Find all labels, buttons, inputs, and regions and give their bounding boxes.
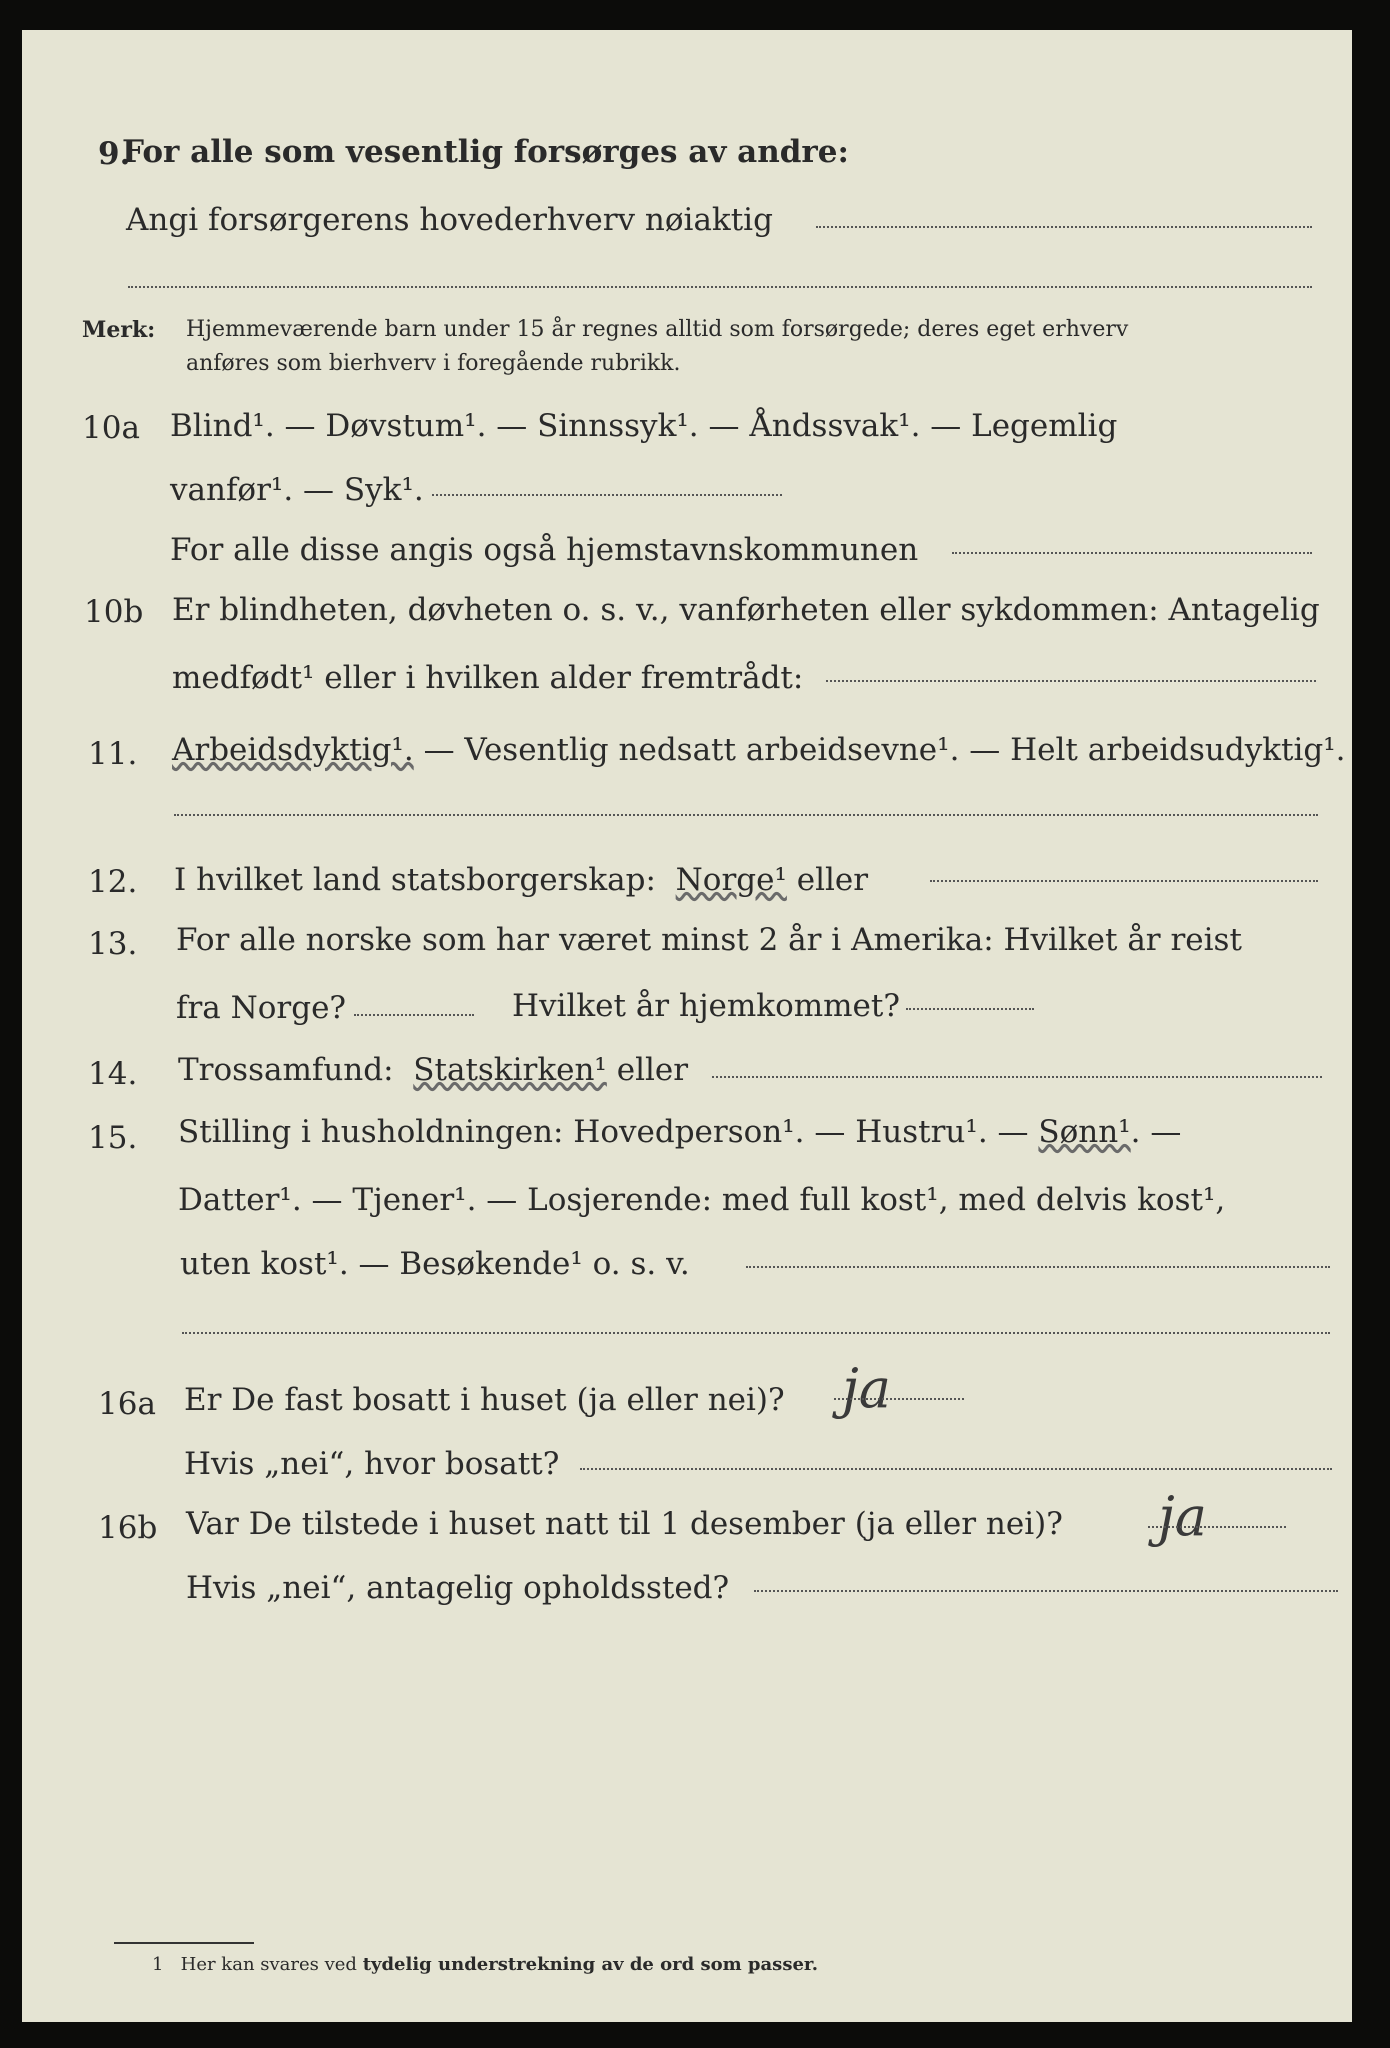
q15-line1a: Stilling i husholdningen: Hovedperson¹. — Hustru¹. — [178,1114,1029,1150]
q11-rest: — Vesentlig nedsatt arbeidsevne¹. — Helt arbeidsudyktig¹. [423,732,1346,768]
q11-line1 [172,730,1346,770]
q16b-opholdssted-line[interactable] [754,1590,1338,1592]
q9-answer-line[interactable] [816,226,1312,228]
q16a-handwritten-answer[interactable]: ja [842,1357,891,1420]
footnote-rule [114,1942,254,1944]
q14-question: Trossamfund: [178,1052,394,1088]
q10a-line2: vanfør¹. — Syk¹. [170,472,424,508]
q13-line2a: fra Norge? [176,990,347,1026]
q14-answer-line[interactable] [712,1076,1322,1078]
q16b-line1: Var De tilstede i huset natt til 1 desember (ja eller nei)? [186,1506,1063,1542]
q10a-syk-line[interactable] [432,494,782,496]
q16b-answer-line[interactable] [1148,1526,1286,1528]
merk-line2: anføres som bierhverv i foregående rubrikk. [186,351,681,376]
q15-answer-line-2[interactable] [182,1332,1330,1334]
q10b-line1: Er blindheten, døvheten o. s. v., vanførheten eller sykdommen: Antagelig [172,592,1320,628]
q10b-line2: medfødt¹ eller i hvilken alder fremtrådt: [172,660,804,696]
q14-statskirken: Statskirken¹ [413,1052,607,1088]
q12-line [174,860,868,900]
q12-question: I hvilket land statsborgerskap: [174,862,656,898]
footnote-text-bold: tydelig understrekning av de ord som passer. [362,1954,818,1975]
q11-arbeidsdyktig: Arbeidsdyktig¹. [172,732,414,768]
footnote [152,1952,818,1978]
item-number-16a: 16a [98,1386,156,1422]
q13-line1: For alle norske som har været minst 2 år i Amerika: Hvilket år reist [176,922,1242,958]
q10a-line3: For alle disse angis også hjemstavnskommunen [170,532,919,568]
item-number-14: 14. [88,1056,138,1092]
q15-line3: uten kost¹. — Besøkende¹ o. s. v. [180,1246,690,1282]
q12-eller: eller [796,862,869,898]
q10a-line1: Blind¹. — Døvstum¹. — Sinnssyk¹. — Åndssvak¹. — Legemlig [170,408,1118,444]
q16a-line2: Hvis „nei“, hvor bosatt? [184,1446,560,1482]
item-number-13: 13. [88,926,138,962]
merk-line1: Hjemmeværende barn under 15 år regnes alltid som forsørgede; deres eget erhverv [186,317,1129,342]
q15-line1 [178,1112,1181,1152]
q15-sonn: Sønn¹ [1038,1114,1131,1150]
q14-line [178,1050,688,1090]
q11-answer-line[interactable] [174,814,1318,816]
q15-line2: Datter¹. — Tjener¹. — Losjerende: med full kost¹, med delvis kost¹, [178,1182,1226,1218]
q14-eller: eller [616,1052,689,1088]
q16b-line2: Hvis „nei“, antagelig opholdssted? [186,1570,730,1606]
q9-line1: For alle som vesentlig forsørges av andre: [122,134,849,170]
q16b-handwritten-answer[interactable]: ja [1158,1485,1207,1548]
item-number-11: 11. [88,736,138,772]
q12-norge: Norge¹ [675,862,787,898]
item-number-10a: 10a [82,410,140,446]
q9-line2: Angi forsørgerens hovederhverv nøiaktig [126,202,773,238]
census-form-page [22,30,1352,2022]
q15-answer-line[interactable] [746,1266,1330,1268]
q16a-bosatt-line[interactable] [580,1468,1332,1470]
q9-answer-line-2[interactable] [128,286,1312,288]
merk-label: Merk: [82,317,156,343]
footnote-mark: 1 [152,1954,164,1975]
q12-answer-line[interactable] [930,880,1318,882]
q16a-answer-line[interactable] [834,1398,964,1400]
q10a-kommune-line[interactable] [952,552,1312,554]
q10b-answer-line[interactable] [826,680,1316,682]
item-number-15: 15. [88,1120,138,1156]
item-number-12: 12. [88,864,138,900]
item-number-10b: 10b [84,594,144,630]
q13-reist-line[interactable] [354,1014,474,1016]
item-number-9: 9. [98,136,131,172]
q16a-line1: Er De fast bosatt i huset (ja eller nei)? [184,1382,785,1418]
q15-line1b: . — [1130,1114,1182,1150]
q13-line2b: Hvilket år hjemkommet? [512,988,900,1024]
footnote-text: Her kan svares ved [180,1954,357,1975]
item-number-16b: 16b [98,1510,158,1546]
q13-hjemkommet-line[interactable] [906,1008,1034,1010]
